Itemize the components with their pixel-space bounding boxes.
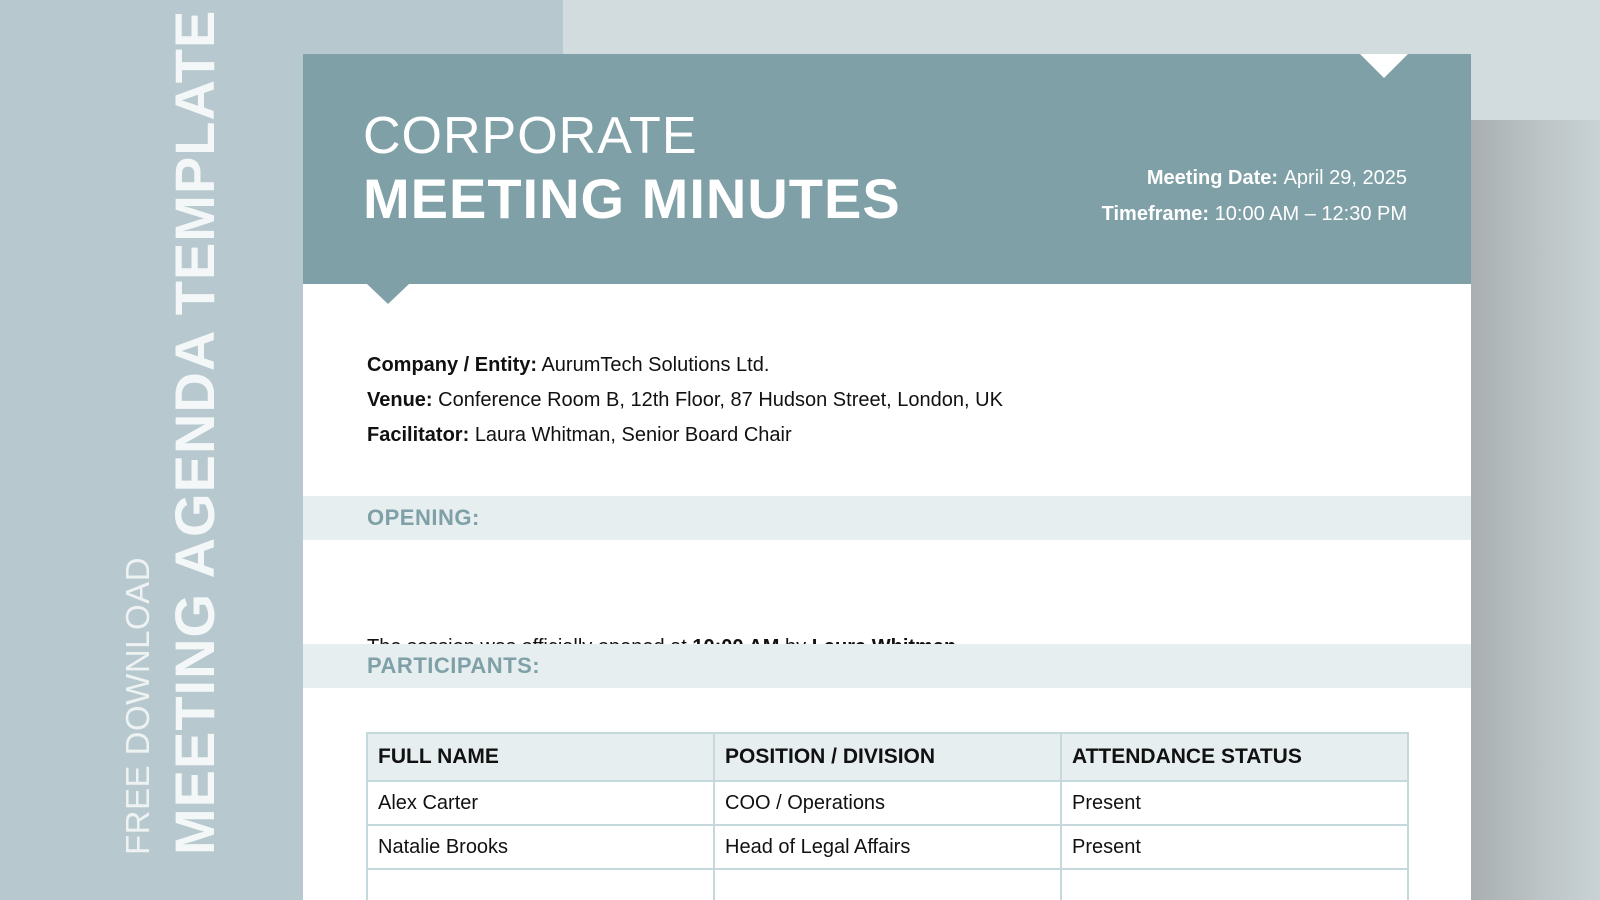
timeframe (1102, 196, 1407, 232)
meeting-info (367, 348, 1003, 453)
participants-heading: PARTICIPANTS: (367, 653, 541, 678)
title-line-2: MEETING MINUTES (363, 167, 901, 230)
notch-decoration-bottom (367, 284, 409, 304)
free-download-label: FREE DOWNLOAD (119, 556, 156, 855)
table-row (367, 869, 1408, 900)
meeting-date (1102, 160, 1407, 196)
cell-position: COO / Operations (714, 781, 1061, 825)
opening-section-bar (303, 496, 1471, 540)
template-title: MEETING AGENDA TEMPLATE (163, 9, 226, 855)
cell-attendance: Present (1061, 781, 1408, 825)
meeting-date-value: April 29, 2025 (1283, 167, 1407, 189)
cell-position: Head of Legal Affairs (714, 825, 1061, 869)
cell-position (714, 869, 1061, 900)
column-header-position: POSITION / DIVISION (714, 733, 1061, 781)
page-shadow (1470, 120, 1600, 900)
company-label: Company / Entity: (367, 354, 538, 376)
column-header-full-name: FULL NAME (367, 733, 714, 781)
cell-full-name (367, 869, 714, 900)
participants-section-bar (303, 644, 1471, 688)
venue-value: Conference Room B, 12th Floor, 87 Hudson Street, London, UK (438, 389, 1003, 411)
title-line-1: CORPORATE (363, 107, 698, 165)
facilitator-value: Laura Whitman, Senior Board Chair (474, 424, 792, 446)
timeframe-label: Timeframe: (1101, 203, 1210, 225)
column-header-attendance: ATTENDANCE STATUS (1061, 733, 1408, 781)
cell-attendance: Present (1061, 825, 1408, 869)
timeframe-value: 10:00 AM – 12:30 PM (1214, 203, 1407, 225)
cell-attendance (1061, 869, 1408, 900)
cell-full-name: Alex Carter (367, 781, 714, 825)
venue-row (367, 383, 1003, 418)
company-value: AurumTech Solutions Ltd. (541, 354, 770, 376)
document-page (303, 54, 1471, 900)
table-header-row (367, 733, 1408, 781)
company-row (367, 348, 1003, 383)
opening-heading: OPENING: (367, 505, 480, 530)
meeting-meta (1102, 160, 1407, 232)
meeting-date-label: Meeting Date: (1146, 167, 1279, 189)
table-row (367, 825, 1408, 869)
venue-label: Venue: (367, 389, 433, 411)
document-header (303, 54, 1471, 284)
facilitator-label: Facilitator: (367, 424, 470, 446)
cell-full-name: Natalie Brooks (367, 825, 714, 869)
participants-table (366, 732, 1409, 900)
notch-decoration-top (1360, 54, 1408, 78)
table-row (367, 781, 1408, 825)
side-promo (0, 0, 240, 900)
facilitator-row (367, 418, 1003, 453)
